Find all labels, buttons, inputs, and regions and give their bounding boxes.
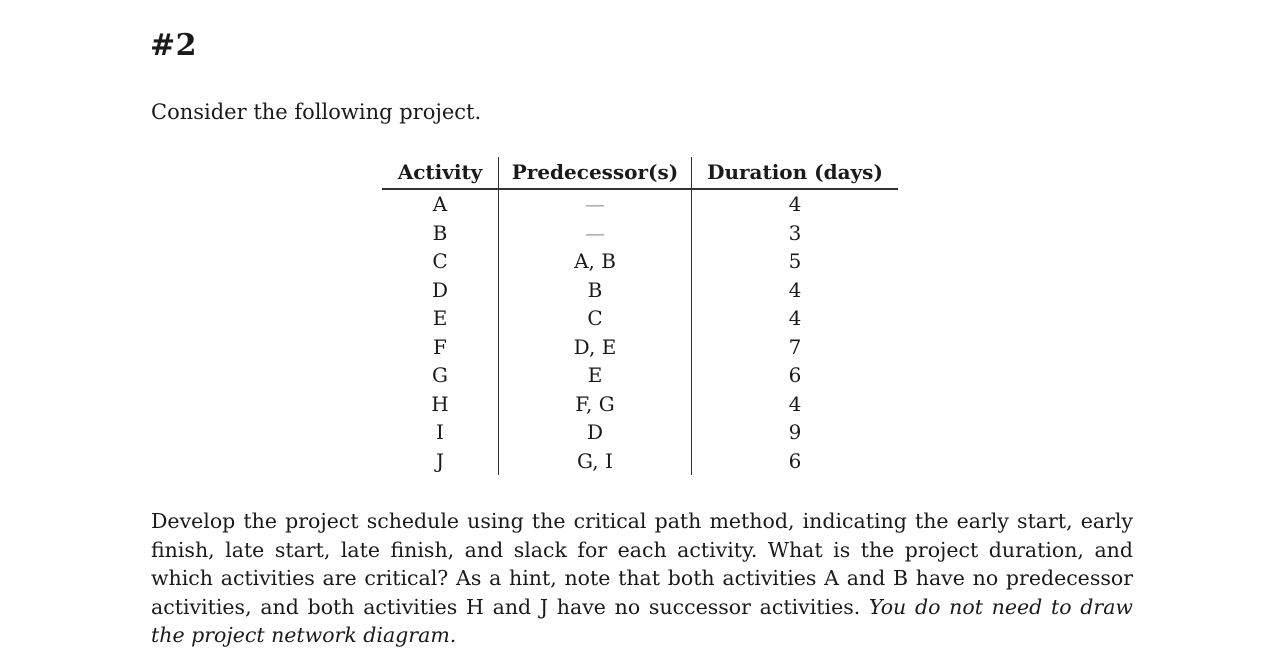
header-predecessors: Predecessor(s) [499,157,692,189]
cell-predecessors: C [499,304,692,333]
activity-table [382,157,898,475]
table-row [382,447,898,476]
cell-duration: 6 [788,448,802,473]
cell-activity: A [382,189,499,219]
cell-activity: C [382,247,499,276]
cell-duration: 9 [788,420,802,445]
table-header-row [382,157,898,189]
table-row [382,304,898,333]
cell-predecessors: G, I [499,447,692,476]
cell-predecessors: F, G [499,390,692,419]
cell-duration: 4 [788,192,802,217]
cell-duration: 4 [788,391,802,416]
cell-activity: H [382,390,499,419]
cell-duration: 6 [788,363,802,388]
cell-duration: 3 [788,220,802,245]
table-row [382,361,898,390]
cell-activity: F [382,333,499,362]
cell-predecessors: A, B [499,247,692,276]
cell-activity: E [382,304,499,333]
question-paragraph [151,507,1133,650]
cell-predecessors: D [499,418,692,447]
table-row [382,333,898,362]
cell-duration: 5 [788,249,802,274]
cell-duration: 4 [788,306,802,331]
table-row [382,189,898,219]
table-row [382,276,898,305]
cell-predecessors: — [499,219,692,248]
cell-predecessors: — [499,189,692,219]
table-row [382,418,898,447]
table-row [382,390,898,419]
cell-predecessors: B [499,276,692,305]
cell-activity: D [382,276,499,305]
cell-activity: B [382,219,499,248]
table-row [382,219,898,248]
cell-activity: G [382,361,499,390]
cell-activity: I [382,418,499,447]
question-text: Develop the project schedule using the critical path method, indicating the early start, early finish, late start, late finish, and slack for each activity. What is the project duration, and which activities are critical? As a hint, note that both activities A and B have no predecessor activities, and both activities H and J have no successor activities. [151,509,1133,619]
cell-duration: 4 [788,277,802,302]
header-activity: Activity [382,157,499,189]
problem-number: #2 [150,28,198,63]
cell-activity: J [382,447,499,476]
header-duration: Duration (days) [692,157,899,189]
cell-duration: 7 [788,334,802,359]
table-row [382,247,898,276]
cell-predecessors: E [499,361,692,390]
question-note: You do not need to draw the project network diagram. [151,594,1133,647]
cell-predecessors: D, E [499,333,692,362]
intro-text: Consider the following project. [151,100,482,124]
